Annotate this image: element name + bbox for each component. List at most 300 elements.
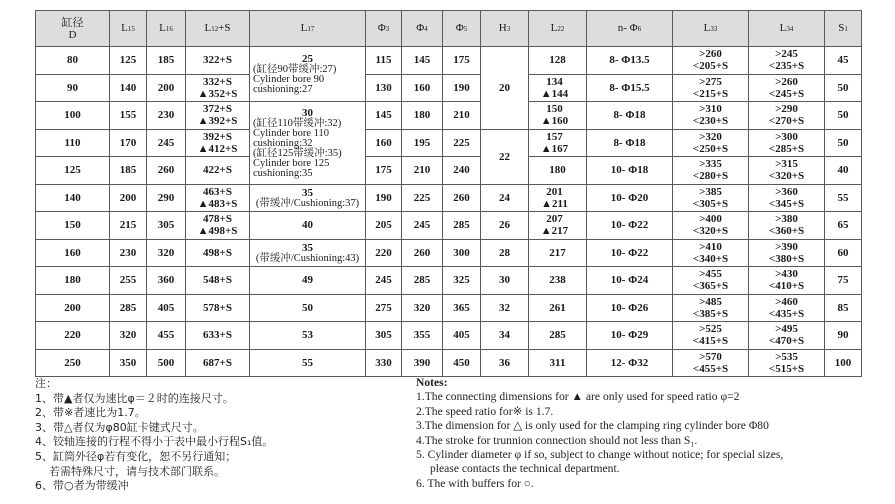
cell-phi4	[402, 239, 443, 267]
l12-value: 463+S	[203, 185, 232, 198]
cell-phi5	[443, 184, 481, 212]
s1-value: 85	[837, 301, 849, 314]
cell-n-phi6	[587, 267, 673, 295]
cell-n-phi6	[587, 322, 673, 350]
cell-bore-d	[36, 184, 110, 212]
cell-l34	[749, 157, 825, 185]
cell-l17	[250, 267, 366, 295]
cell-l17	[250, 239, 366, 267]
cell-l22	[529, 239, 587, 267]
cell-l16	[147, 267, 186, 295]
l17-value: 49	[302, 274, 313, 287]
cell-l17	[250, 322, 366, 350]
n-phi6-value: 8- Φ13.5	[609, 54, 650, 67]
l22-value: 157	[546, 130, 563, 143]
phi4-value: 390	[413, 356, 431, 369]
header-l34-sub: 34	[786, 25, 794, 33]
bore-value: 250	[64, 356, 81, 369]
cell-l34	[749, 212, 825, 240]
header-l15-sub: 15	[127, 25, 135, 33]
cell-phi4	[402, 322, 443, 350]
notes-cn-line-6: 6、带○者为带缓冲	[35, 479, 129, 493]
cell-bore-d	[36, 212, 110, 240]
l34-min: >495	[775, 323, 798, 336]
cell-l16	[147, 239, 186, 267]
phi4-value: 210	[413, 164, 431, 177]
cell-l34	[749, 239, 825, 267]
cell-l33	[673, 322, 749, 350]
header-l12-label: L	[204, 22, 212, 34]
table-row	[36, 157, 862, 185]
table-row	[36, 47, 862, 75]
cell-l15	[110, 349, 147, 377]
cell-l33	[673, 102, 749, 130]
cell-phi5	[443, 74, 481, 102]
cell-l15	[110, 102, 147, 130]
header-h3-sub: 3	[506, 25, 511, 33]
h3-value: 24	[499, 191, 510, 204]
l34-min: >300	[775, 130, 798, 143]
cell-l34	[749, 47, 825, 75]
header-row	[36, 11, 862, 47]
cell-phi4	[402, 102, 443, 130]
cell-l22	[529, 184, 587, 212]
bore-value: 125	[64, 164, 81, 177]
phi5-value: 450	[453, 356, 470, 369]
cell-l22	[529, 294, 587, 322]
l34-max: <515+S	[768, 362, 805, 375]
cell-l34	[749, 322, 825, 350]
l33-max: <280+S	[692, 170, 729, 183]
l22-value: 285	[549, 329, 566, 342]
n-phi6-value: 10- Φ22	[610, 219, 649, 232]
l12-alt-value: ▲392+S	[197, 115, 238, 128]
l33-max: <320+S	[692, 225, 729, 238]
l12-value: 498+S	[203, 246, 232, 259]
cell-l33	[673, 74, 749, 102]
l34-max: <345+S	[768, 197, 805, 210]
cell-s1	[825, 239, 862, 267]
cell-phi5	[443, 349, 481, 377]
cell-phi5	[443, 212, 481, 240]
l17-value: 53	[302, 329, 313, 342]
cell-l16	[147, 157, 186, 185]
l22-value: 207	[546, 213, 563, 226]
s1-value: 50	[837, 81, 849, 94]
l33-min: >485	[699, 295, 722, 308]
cell-s1	[825, 349, 862, 377]
l22-alt-value: ▲144	[540, 87, 569, 100]
cell-l22	[529, 267, 587, 295]
l15-value: 185	[119, 164, 137, 177]
cell-phi4	[402, 74, 443, 102]
n-phi6-value: 8- Φ15.5	[609, 81, 650, 94]
cell-phi5	[443, 102, 481, 130]
cell-h3	[481, 267, 529, 295]
l34-min: >360	[775, 185, 798, 198]
phi3-value: 115	[375, 54, 392, 67]
cell-phi3	[366, 294, 402, 322]
table-row	[36, 294, 862, 322]
notes-cn-title: 注：	[35, 377, 57, 390]
cell-l22	[529, 349, 587, 377]
h3-value: 32	[499, 301, 510, 314]
table-row	[36, 349, 862, 377]
l33-min: >310	[699, 103, 722, 116]
cell-l15	[110, 267, 147, 295]
phi3-value: 190	[375, 191, 392, 204]
n-phi6-value: 10- Φ20	[610, 191, 649, 204]
s1-value: 90	[837, 329, 849, 342]
h3-value: 28	[499, 246, 510, 259]
cell-n-phi6	[587, 74, 673, 102]
cell-bore-d	[36, 239, 110, 267]
cell-n-phi6	[587, 184, 673, 212]
cell-l33	[673, 239, 749, 267]
cell-phi4	[402, 212, 443, 240]
phi4-value: 320	[413, 301, 431, 314]
bore-value: 160	[64, 246, 81, 259]
cell-l33	[673, 184, 749, 212]
cell-l15	[110, 157, 147, 185]
l33-min: >260	[699, 48, 722, 61]
l33-max: <205+S	[692, 60, 729, 73]
header-l15-label: L	[121, 22, 128, 34]
cell-h3	[481, 294, 529, 322]
cell-bore-d	[36, 294, 110, 322]
header-l33	[673, 11, 749, 47]
l15-value: 125	[119, 54, 137, 67]
cell-l15	[110, 294, 147, 322]
cell-l15	[110, 212, 147, 240]
cell-bore-d	[36, 157, 110, 185]
l33-max: <215+S	[692, 87, 729, 100]
notes-en-line-5: 5. Cylinder diameter φ if so, subject to change without notice; for special sizes,	[416, 448, 784, 462]
notes-english	[416, 376, 783, 491]
cell-l15	[110, 322, 147, 350]
l17-value: 35	[302, 186, 313, 199]
header-phi5	[443, 11, 481, 47]
table-row	[36, 267, 862, 295]
cell-l16	[147, 294, 186, 322]
phi5-value: 405	[453, 329, 470, 342]
phi5-value: 190	[453, 81, 470, 94]
l22-value: 128	[549, 54, 566, 67]
cell-phi3	[366, 322, 402, 350]
table-row	[36, 212, 862, 240]
cell-l12	[186, 184, 250, 212]
cell-l33	[673, 129, 749, 157]
l34-min: >290	[775, 103, 798, 116]
cell-phi3	[366, 267, 402, 295]
notes-cn-line-2: 2、带※者速比为1.7。	[35, 406, 146, 420]
l12-alt-value: ▲352+S	[197, 87, 238, 100]
phi5-value: 260	[453, 191, 470, 204]
l34-max: <410+S	[768, 280, 805, 293]
l22-value: 238	[549, 274, 566, 287]
dimension-table	[35, 10, 862, 377]
bore-value: 180	[64, 274, 81, 287]
l34-max: <470+S	[768, 335, 805, 348]
l22-value: 201	[546, 185, 563, 198]
s1-value: 100	[834, 356, 852, 369]
l12-value: 478+S	[203, 213, 232, 226]
phi4-value: 195	[413, 136, 431, 149]
cell-l33	[673, 212, 749, 240]
l34-max: <245+S	[768, 87, 805, 100]
table-row	[36, 322, 862, 350]
header-phi3-label: Φ	[377, 22, 386, 34]
l22-value: 150	[546, 103, 563, 116]
l34-min: >315	[775, 158, 798, 171]
cell-l16	[147, 102, 186, 130]
l16-value: 185	[157, 54, 175, 67]
l33-min: >455	[699, 268, 722, 281]
l34-max: <285+S	[768, 142, 805, 155]
l15-value: 255	[119, 274, 137, 287]
cell-l12	[186, 212, 250, 240]
l17-note-cn: (缸径110带缓冲:32)	[253, 117, 342, 129]
cell-l34	[749, 74, 825, 102]
header-l17-sub: 17	[307, 25, 315, 33]
cell-l17-group-2	[250, 102, 366, 185]
l16-value: 260	[157, 164, 175, 177]
l17-value: 35	[302, 241, 313, 254]
n-phi6-value: 8- Φ18	[613, 136, 646, 149]
cell-l17	[250, 294, 366, 322]
s1-value: 65	[837, 219, 849, 232]
phi5-value: 175	[453, 54, 470, 67]
s1-value: 40	[837, 164, 849, 177]
l34-min: >380	[775, 213, 798, 226]
l17-note-en: cushioning:32	[253, 137, 313, 149]
phi3-value: 175	[375, 164, 392, 177]
h3-value: 22	[499, 150, 510, 163]
l33-max: <250+S	[692, 142, 729, 155]
cell-s1	[825, 184, 862, 212]
h3-value: 36	[499, 356, 510, 369]
l12-value: 548+S	[203, 274, 232, 287]
l17-note: (带缓冲/Cushioning:43)	[255, 252, 360, 264]
l17-note-en: Cylinder bore 125	[253, 157, 330, 169]
l34-min: >260	[775, 75, 798, 88]
header-bore-cn: 缸径	[61, 16, 84, 29]
l34-max: <435+S	[768, 307, 805, 320]
header-l12-suffix: +S	[218, 22, 231, 34]
header-l22	[529, 11, 587, 47]
cell-l33	[673, 294, 749, 322]
table-row	[36, 129, 862, 157]
cell-l34	[749, 129, 825, 157]
cell-phi5	[443, 129, 481, 157]
cell-l22	[529, 212, 587, 240]
cell-phi3	[366, 212, 402, 240]
cell-phi5	[443, 294, 481, 322]
l34-max: <270+S	[768, 115, 805, 128]
cell-l12	[186, 157, 250, 185]
l17-value: 55	[302, 356, 313, 369]
phi3-value: 145	[375, 109, 392, 122]
l12-value: 422+S	[203, 164, 232, 177]
notes-en-line-4: 4.The stroke for trunnion connection should not less than S₁.	[416, 433, 698, 447]
header-l22-sub: 22	[557, 25, 565, 33]
cell-h3	[481, 212, 529, 240]
phi3-value: 305	[375, 329, 392, 342]
l34-max: <360+S	[768, 225, 805, 238]
cell-l17	[250, 349, 366, 377]
cell-s1	[825, 267, 862, 295]
header-phi4-sub: 4	[424, 25, 428, 33]
cell-n-phi6	[587, 349, 673, 377]
header-bore-d	[36, 11, 110, 47]
bore-value: 140	[64, 191, 81, 204]
bore-value: 100	[64, 109, 81, 122]
cell-bore-d	[36, 322, 110, 350]
cell-phi4	[402, 47, 443, 75]
cell-phi3	[366, 157, 402, 185]
l12-value: 332+S	[203, 75, 232, 88]
cell-phi4	[402, 129, 443, 157]
notes-cn-line-5: 5、缸筒外径φ若有变化，恕不另行通知；	[35, 449, 237, 463]
l16-value: 320	[157, 246, 175, 259]
phi4-value: 355	[413, 329, 431, 342]
header-h3-label: H	[498, 22, 507, 34]
l12-value: 687+S	[203, 356, 232, 369]
cell-h3	[481, 239, 529, 267]
l16-value: 200	[157, 81, 175, 94]
l34-min: >535	[775, 350, 798, 363]
l34-max: <235+S	[768, 60, 805, 73]
l22-value: 261	[549, 301, 566, 314]
header-l12	[186, 11, 250, 47]
cell-phi3	[366, 239, 402, 267]
notes-cn-line-4: 4、铰轴连接的行程不得小于表中最小行程S₁值。	[35, 435, 274, 449]
l15-value: 230	[119, 246, 137, 259]
cell-phi5	[443, 322, 481, 350]
l33-max: <230+S	[692, 115, 729, 128]
header-s1	[825, 11, 862, 47]
bore-value: 90	[67, 81, 78, 94]
l15-value: 200	[119, 191, 137, 204]
cell-l34	[749, 102, 825, 130]
l17-note-cn: (缸径125带缓冲:35)	[253, 147, 342, 159]
notes-en-line-5b: please contacts the technical department.	[430, 462, 620, 476]
header-n-phi6	[587, 11, 673, 47]
cell-h3	[481, 349, 529, 377]
h3-value: 34	[499, 329, 510, 342]
cell-bore-d	[36, 102, 110, 130]
l33-min: >335	[699, 158, 722, 171]
cell-l15	[110, 47, 147, 75]
cell-l22	[529, 47, 587, 75]
n-phi6-value: 8- Φ18	[613, 109, 646, 122]
notes-cn-line-5b: 若需特殊尺寸，请与技术部门联系。	[49, 464, 225, 478]
l34-max: <320+S	[768, 170, 805, 183]
s1-value: 60	[837, 246, 849, 259]
cell-n-phi6	[587, 157, 673, 185]
cell-n-phi6	[587, 102, 673, 130]
l33-min: >410	[699, 240, 722, 253]
l16-value: 245	[157, 136, 175, 149]
phi5-value: 285	[453, 219, 470, 232]
l16-value: 405	[157, 301, 175, 314]
h3-value: 26	[499, 219, 510, 232]
header-l16-label: L	[159, 22, 166, 34]
l15-value: 350	[119, 356, 137, 369]
cell-l34	[749, 267, 825, 295]
l17-value: 50	[302, 301, 313, 314]
header-phi3-sub: 3	[385, 25, 390, 33]
table-row	[36, 74, 862, 102]
phi5-value: 365	[453, 301, 470, 314]
cell-l33	[673, 267, 749, 295]
table-row	[36, 239, 862, 267]
cell-l17	[250, 184, 366, 212]
notes-en-line-2: 2.The speed ratio for※ is 1.7.	[416, 404, 554, 418]
cell-l16	[147, 212, 186, 240]
s1-value: 50	[837, 109, 849, 122]
cell-l34	[749, 349, 825, 377]
cell-bore-d	[36, 129, 110, 157]
notes-cn-line-3: 3、带△者仅为φ80缸卡键式尺寸。	[35, 420, 204, 434]
phi4-value: 160	[413, 81, 431, 94]
cell-l15	[110, 239, 147, 267]
cell-l22	[529, 102, 587, 130]
cell-n-phi6	[587, 212, 673, 240]
header-l33-label: L	[703, 22, 711, 34]
notes-en-line-3: 3.The dimension for △ is only used for the clamping ring cylinder bore Φ80	[416, 419, 769, 433]
cell-l22	[529, 74, 587, 102]
l17-note-en: cushioning:27	[253, 84, 313, 95]
cell-phi5	[443, 47, 481, 75]
l34-min: >245	[775, 48, 798, 61]
l15-value: 320	[119, 329, 137, 342]
l33-max: <455+S	[692, 362, 729, 375]
header-phi5-sub: 5	[463, 25, 468, 33]
phi5-value: 210	[453, 109, 470, 122]
cell-l34	[749, 294, 825, 322]
cell-s1	[825, 47, 862, 75]
l15-value: 170	[119, 136, 137, 149]
cell-l12	[186, 267, 250, 295]
cell-s1	[825, 74, 862, 102]
cell-phi3	[366, 184, 402, 212]
phi4-value: 225	[413, 191, 431, 204]
header-l17-label: L	[300, 22, 308, 34]
cell-l15	[110, 74, 147, 102]
cell-n-phi6	[587, 129, 673, 157]
l33-max: <415+S	[692, 335, 729, 348]
cell-s1	[825, 102, 862, 130]
header-n-phi6-label: n- Φ	[617, 22, 638, 34]
header-l12-sub: 12	[211, 25, 219, 33]
phi3-value: 160	[375, 136, 392, 149]
phi3-value: 275	[375, 301, 392, 314]
header-l34-label: L	[779, 22, 787, 34]
notes-en-line-6: 6. The with buffers for ○.	[416, 476, 534, 490]
l17-note-en: cushioning:35	[253, 167, 313, 179]
cell-l12	[186, 74, 250, 102]
phi4-value: 285	[413, 274, 431, 287]
header-phi5-label: Φ	[455, 22, 464, 34]
table-row	[36, 184, 862, 212]
cell-l12	[186, 47, 250, 75]
l22-alt-value: ▲211	[541, 197, 568, 210]
header-l34	[749, 11, 825, 47]
n-phi6-value: 10- Φ22	[610, 246, 649, 259]
h3-value: 20	[499, 81, 510, 94]
header-l17	[250, 11, 366, 47]
